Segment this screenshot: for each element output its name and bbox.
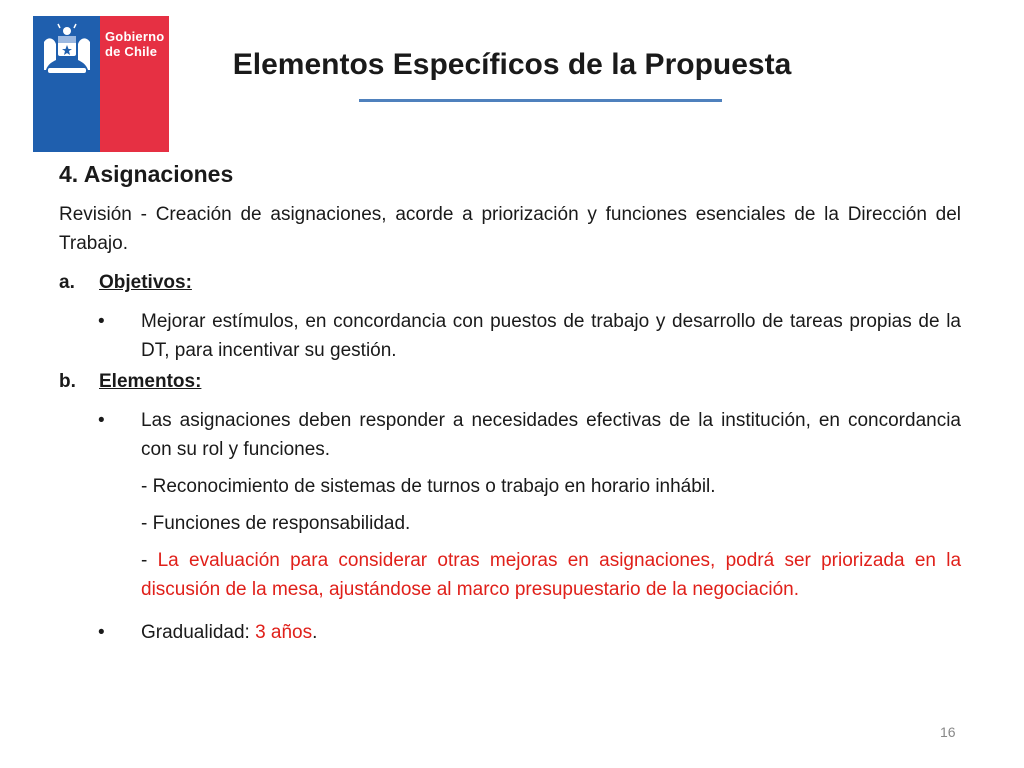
slide-title	[0, 48, 1024, 82]
intro-paragraph: Revisión - Creación de asignaciones, acorde a priorización y funciones esenciales de la Dirección del Trabajo.	[59, 204, 961, 254]
objetivos-heading	[59, 268, 961, 297]
section-heading: 4. Asignaciones	[59, 161, 234, 187]
logo-line-1: Gobierno	[105, 29, 165, 44]
objetivos-label: Objetivos:	[99, 272, 192, 293]
slide-title-text: Elementos Específicos de la Propuesta	[232, 48, 792, 81]
elementos-bullet	[59, 406, 961, 464]
elementos-heading	[59, 367, 961, 396]
gradualidad-text	[141, 618, 961, 647]
elementos-bullet-text: Las asignaciones deben responder a necesidades efectivas de la institución, en concordancia con su rol y funciones.	[141, 410, 961, 460]
elementos-label: Elementos:	[99, 371, 202, 392]
slide-body	[59, 158, 961, 655]
objetivos-bullet-text: Mejorar estímulos, en concordancia con puestos de trabajo y desarrollo de tareas propias de la DT, para incentivar su gestión.	[141, 311, 961, 361]
gobierno-de-chile-logo	[33, 16, 169, 152]
gradualidad-end: .	[312, 622, 318, 643]
gradualidad-bullet	[59, 618, 961, 647]
objetivos-bullet	[59, 307, 961, 365]
bullet-icon: •	[98, 311, 105, 332]
logo-line-2: de Chile	[105, 44, 158, 59]
elementos-sub-item-3	[59, 546, 961, 604]
elementos-sub-item-1: - Reconocimiento de sistemas de turnos o trabajo en horario inhábil.	[141, 476, 716, 497]
page-number: 16	[940, 724, 956, 740]
gradualidad-value: 3 años	[255, 622, 313, 643]
elementos-marker: b.	[59, 371, 76, 392]
sub-item-3-text: La evaluación para considerar otras mejoras en asignaciones, podrá ser priorizada en la discusión de la mesa, ajustándose al marco presupuestario de la negociación.	[141, 550, 962, 600]
objetivos-marker: a.	[59, 272, 75, 293]
sub-item-3-dash: -	[141, 550, 158, 571]
bullet-icon: •	[98, 622, 105, 643]
gradualidad-label: Gradualidad:	[141, 622, 256, 643]
elementos-sub-item-2: - Funciones de responsabilidad.	[141, 513, 411, 534]
bullet-icon: •	[98, 410, 105, 431]
title-underline	[359, 99, 722, 102]
